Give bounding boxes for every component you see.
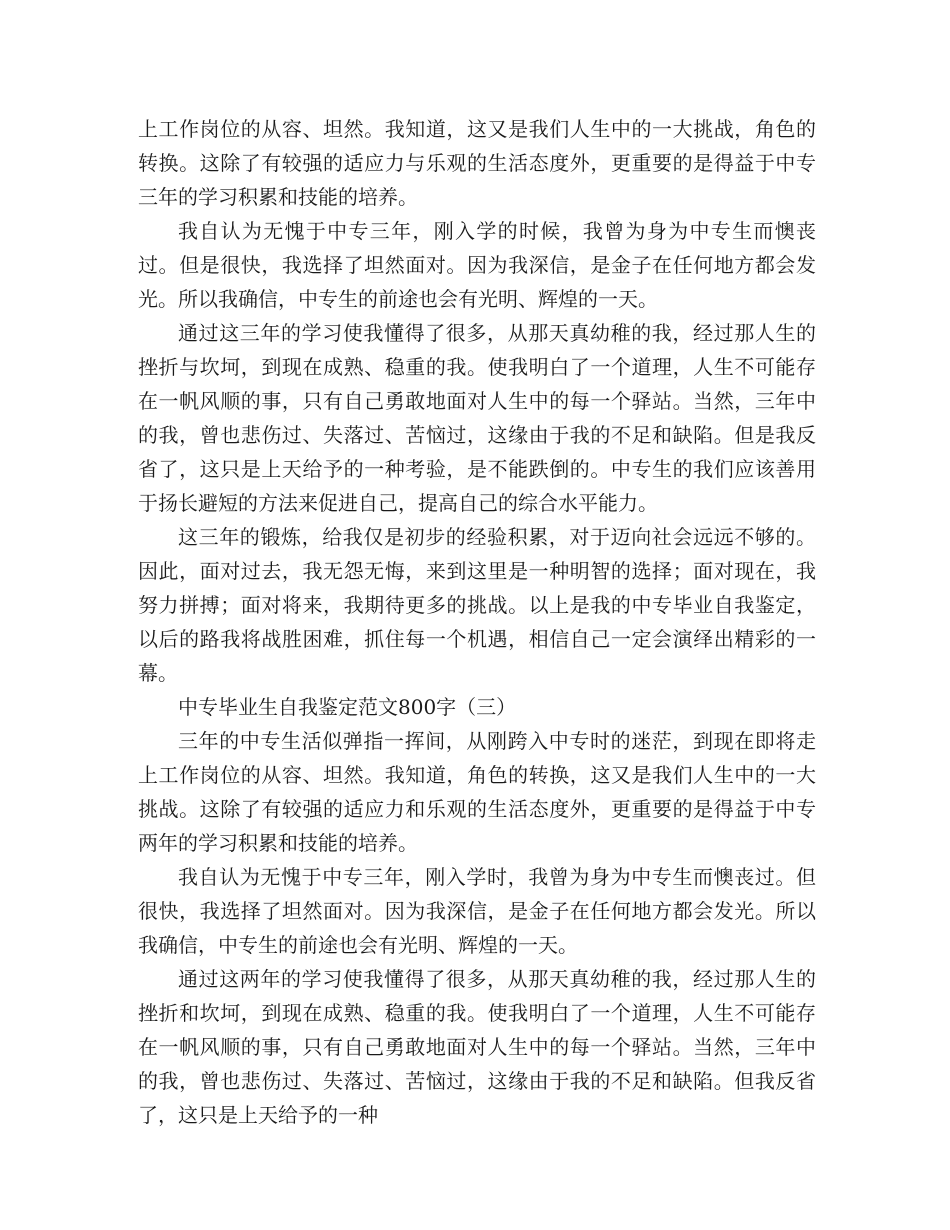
paragraph-learning-growth-2: 通过这两年的学习使我懂得了很多，从那天真幼稚的我，经过那人生的挫折和坎坷，到现在成熟、稳重的我。使我明白了一个道理，人生不可能存在一帆风顺的事，只有自己勇敢地面对人生中的每一个驿站。当然，三年中的我，曾也悲伤过、失落过、苦恼过，这缘由于我的不足和缺陷。但我反省了，这只是上天给予的一种 [138,967,816,1127]
paragraph-conclusion: 这三年的锻炼，给我仅是初步的经验积累，对于迈向社会远远不够的。因此，面对过去，我无怨无悔，来到这里是一种明智的选择；面对现在，我努力拼搏；面对将来，我期待更多的挑战。以上是我的中专毕业自我鉴定，以后的路我将战胜困难，抓住每一个机遇，相信自己一定会演绎出精彩的一幕。 [138,525,816,685]
document-page [138,112,816,1132]
paragraph-self-assessment-2: 我自认为无愧于中专三年，刚入学时，我曾为身为中专生而懊丧过。但很快，我选择了坦然面对。因为我深信，是金子在任何地方都会发光。所以我确信，中专生的前途也会有光明、辉煌的一天。 [138,865,816,957]
paragraph-continuation: 上工作岗位的从容、坦然。我知道，这又是我们人生中的一大挑战，角色的转换。这除了有较强的适应力与乐观的生活态度外，更重要的是得益于中专三年的学习积累和技能的培养。 [138,117,816,209]
paragraph-learning-growth: 通过这三年的学习使我懂得了很多，从那天真幼稚的我，经过那人生的挫折与坎坷，到现在成熟、稳重的我。使我明白了一个道理，人生不可能存在一帆风顺的事，只有自己勇敢地面对人生中的每一个驿站。当然，三年中的我，曾也悲伤过、失落过、苦恼过，这缘由于我的不足和缺陷。但是我反省了，这只是上天给予的一种考验，是不能跌倒的。中专生的我们应该善用于扬长避短的方法来促进自己，提高自己的综合水平能力。 [138,321,816,515]
paragraph-intro: 三年的中专生活似弹指一挥间，从刚跨入中专时的迷茫，到现在即将走上工作岗位的从容、坦然。我知道，角色的转换，这又是我们人生中的一大挑战。这除了有较强的适应力和乐观的生活态度外，更重要的是得益于中专两年的学习积累和技能的培养。 [138,729,816,855]
paragraph-self-assessment: 我自认为无愧于中专三年，刚入学的时候，我曾为身为中专生而懊丧过。但是很快，我选择了坦然面对。因为我深信，是金子在任何地方都会发光。所以我确信，中专生的前途也会有光明、辉煌的一天。 [138,219,816,311]
section-heading: 中专毕业生自我鉴定范文800字（三） [178,695,517,719]
